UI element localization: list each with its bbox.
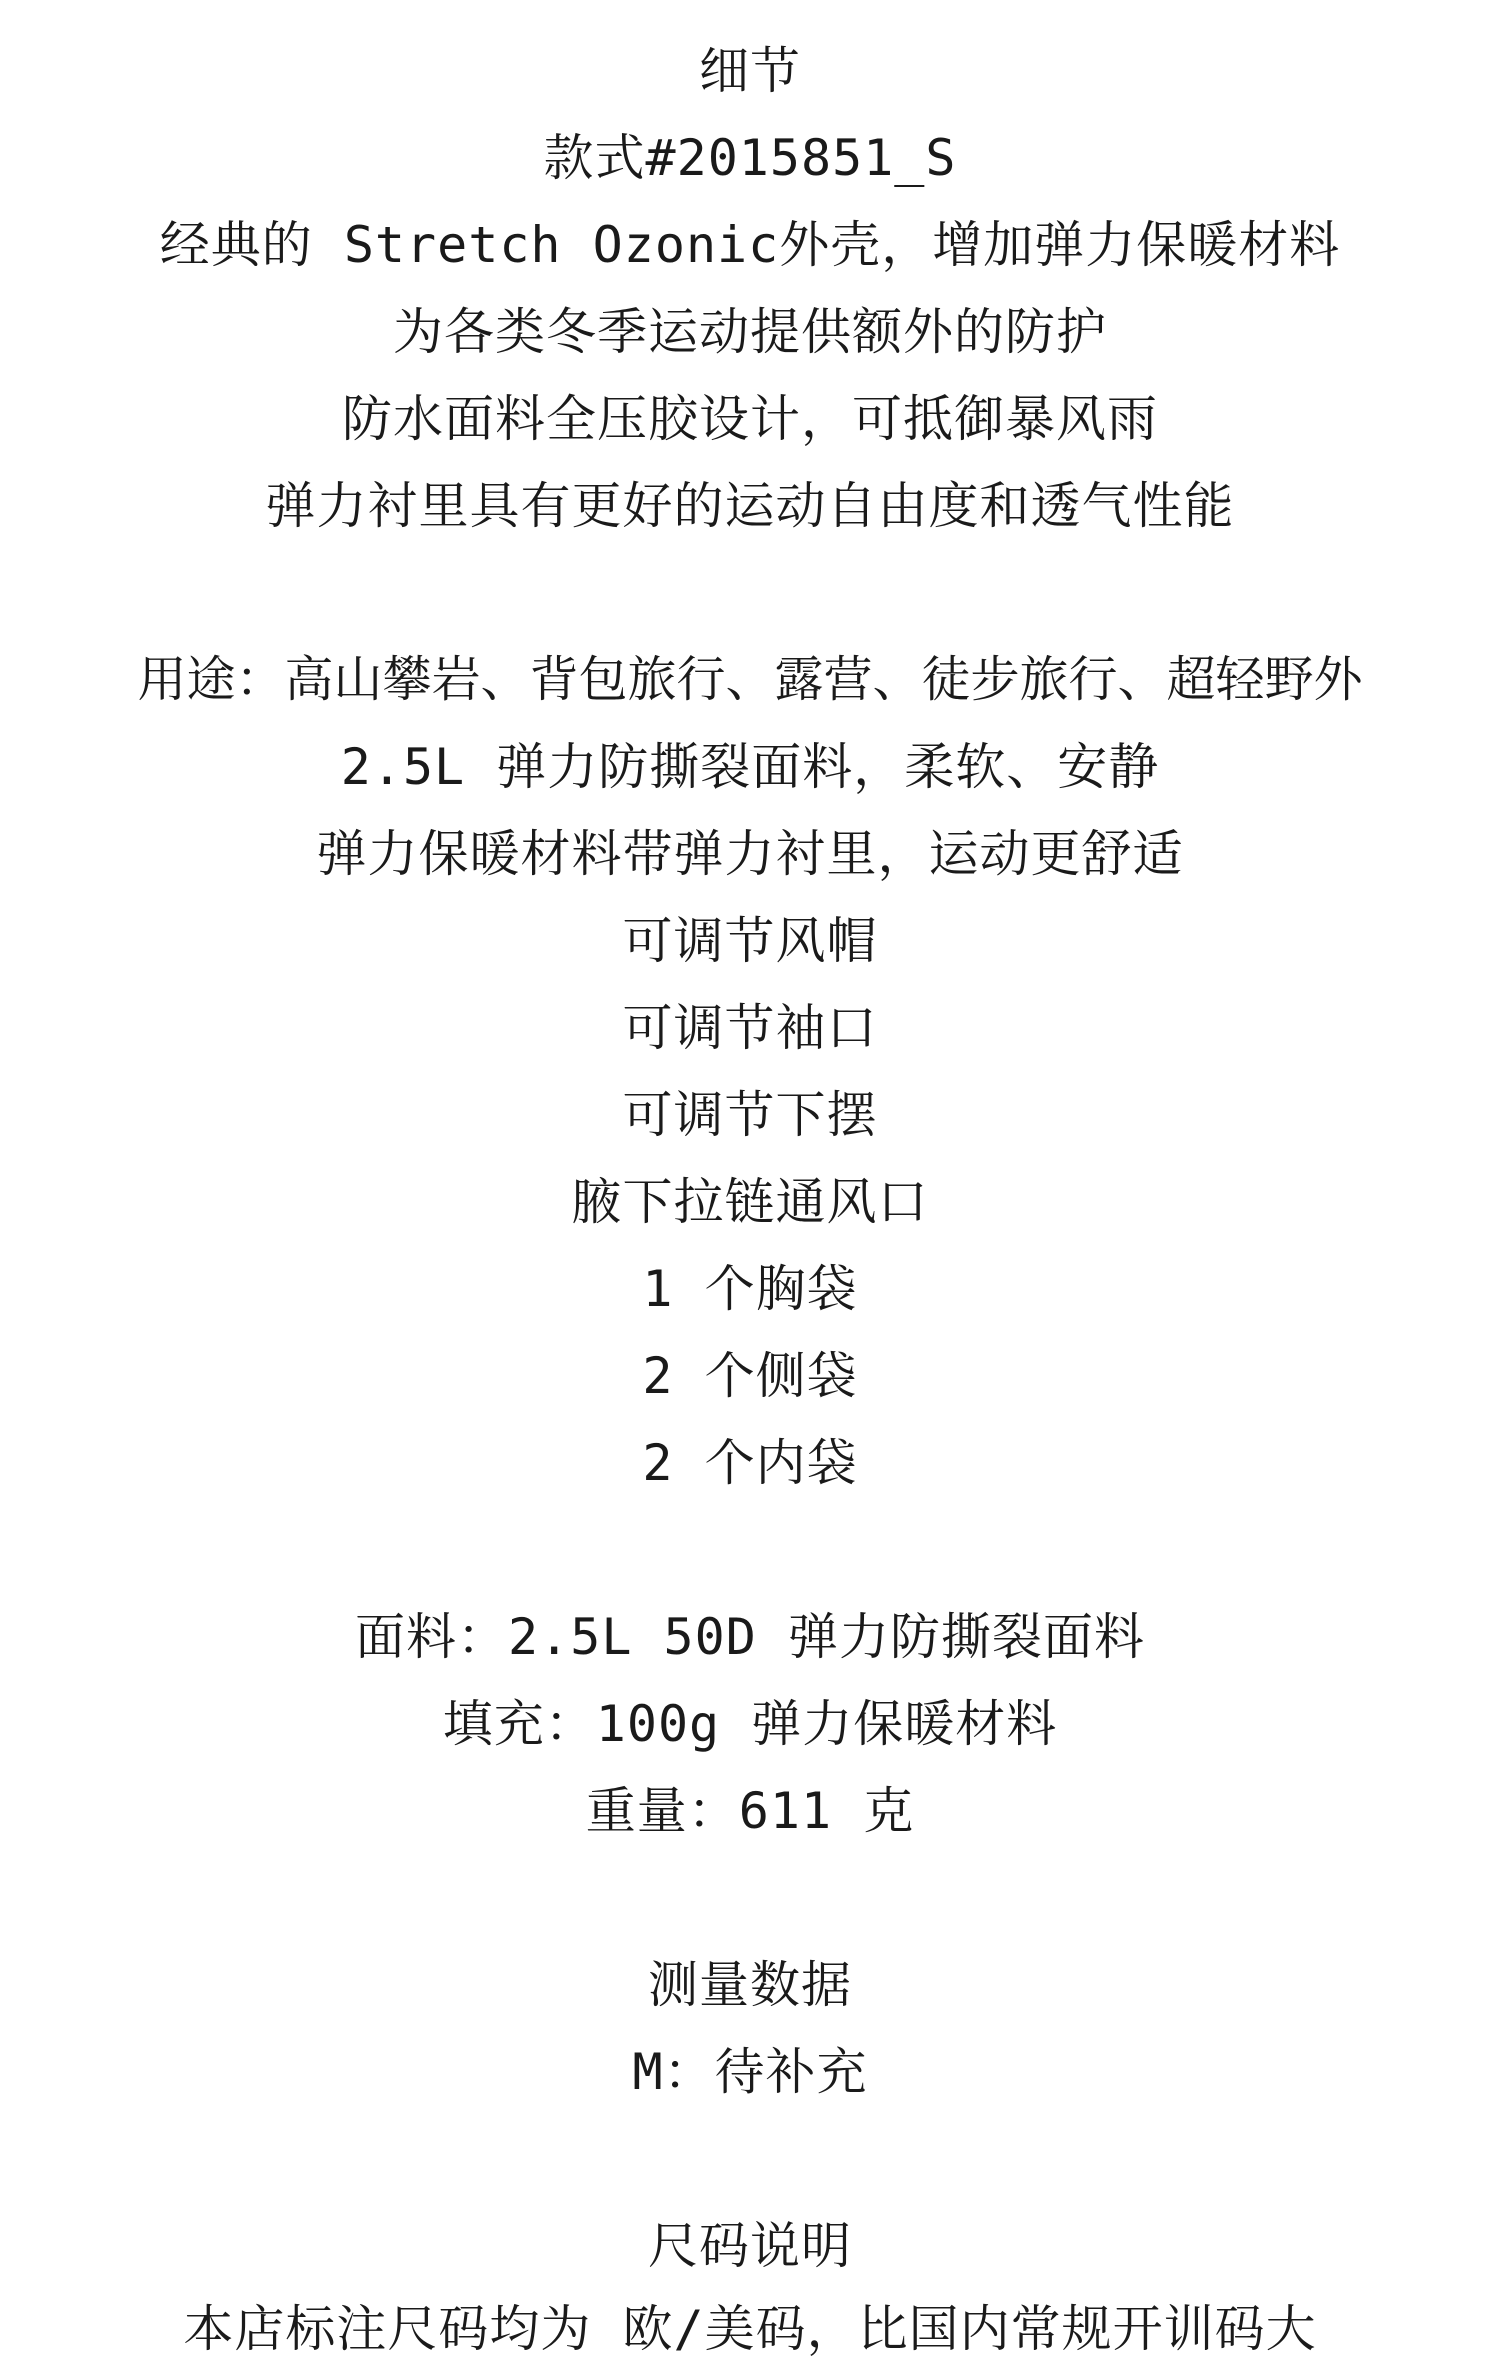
cut-off-line-container	[0, 2292, 1500, 2358]
usage-line: 用途：高山攀岩、背包旅行、露营、徒步旅行、超轻野外	[137, 651, 1363, 708]
usage-line: 可调节下摆	[622, 1086, 878, 1144]
spec-weight: 重量：611 克	[585, 1782, 915, 1840]
spec-fabric: 面料：2.5L 50D 弹力防撕裂面料	[355, 1608, 1145, 1666]
feature-line: 防水面料全压胶设计，可抵御暴风雨	[342, 390, 1158, 448]
spec-fill: 填充：100g 弹力保暖材料	[442, 1695, 1058, 1753]
usage-line: 腋下拉链通风口	[571, 1173, 929, 1231]
details-heading: 细节	[699, 42, 801, 100]
measurement-m: M：待补充	[632, 2043, 868, 2101]
usage-line: 2 个侧袋	[642, 1347, 858, 1405]
measurements-heading: 测量数据	[648, 1956, 852, 2014]
usage-line: 可调节风帽	[622, 912, 878, 970]
usage-line: 2 个内袋	[642, 1434, 858, 1492]
feature-line: 为各类冬季运动提供额外的防护	[393, 303, 1107, 361]
feature-line: 经典的 Stretch Ozonic外壳，增加弹力保暖材料	[159, 216, 1341, 274]
feature-line: 弹力衬里具有更好的运动自由度和透气性能	[265, 477, 1235, 535]
style-number: 款式#2015851_S	[543, 129, 957, 187]
size-note-partial-line: 本店标注尺码均为 欧/美码，比国内常规开训码大	[183, 2300, 1317, 2358]
usage-line: 弹力保暖材料带弹力衬里，运动更舒适	[316, 825, 1184, 883]
usage-line: 1 个胸袋	[642, 1260, 858, 1318]
usage-line: 2.5L 弹力防撕裂面料，柔软、安静	[340, 738, 1160, 796]
usage-line: 可调节袖口	[622, 999, 878, 1057]
size-notes-heading: 尺码说明	[648, 2217, 852, 2275]
